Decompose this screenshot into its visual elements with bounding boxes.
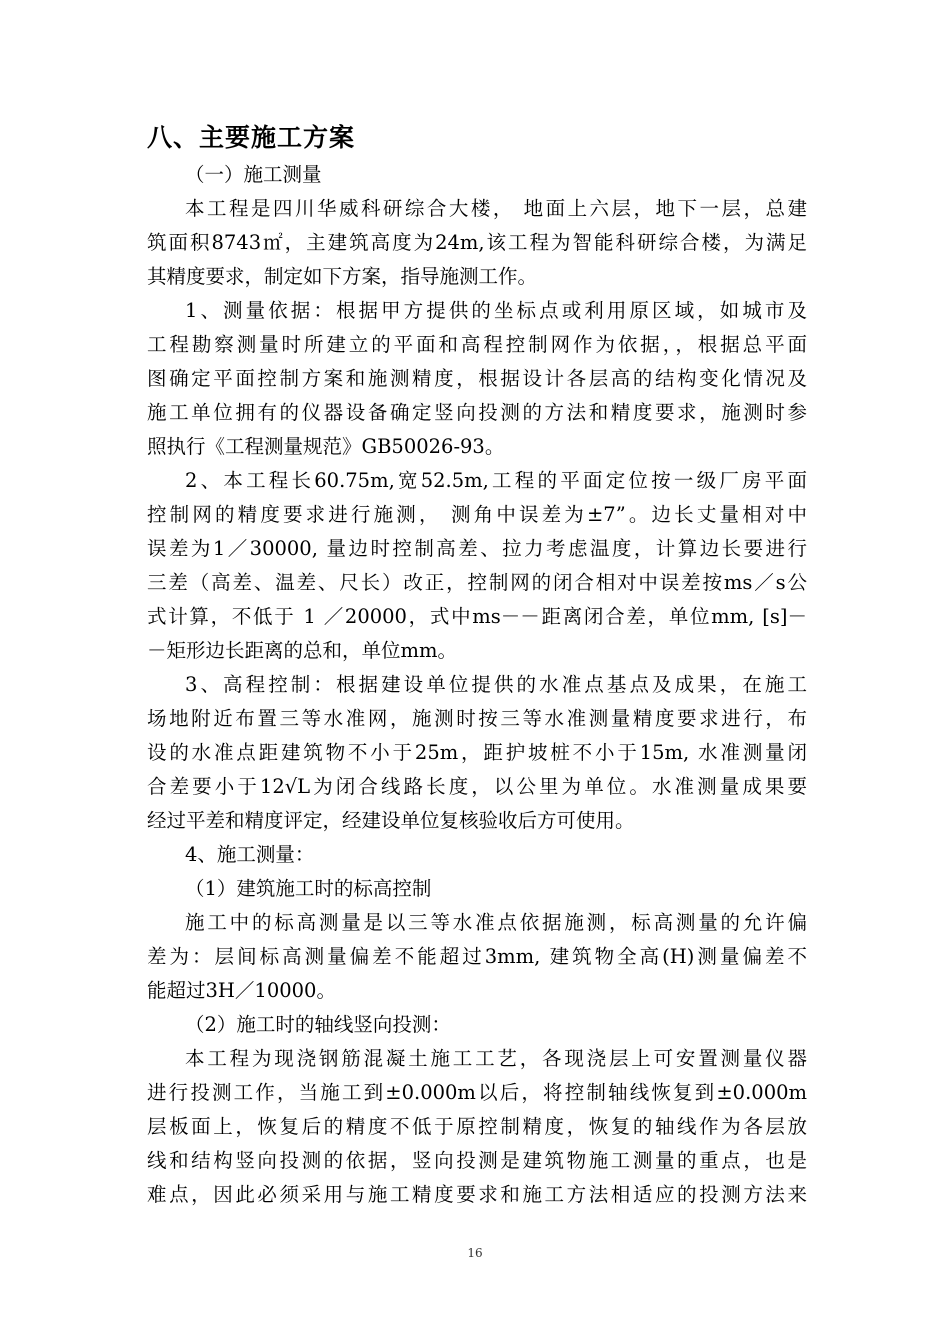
text-line: 进行投测工作，当施工到±0.000m以后，将控制轴线恢复到±0.000m [147,1081,807,1104]
text-line: 误差为1／30000, 量边时控制高差、拉力考虑温度，计算边长要进行 [147,537,807,560]
text-line: 施工单位拥有的仪器设备确定竖向投测的方法和精度要求，施测时参 [147,401,807,424]
text-line: 三差（高差、温差、尺长）改正，控制网的闭合相对中误差按ms／s公 [147,571,807,594]
text-line: （1）建筑施工时的标高控制 [185,877,432,900]
text-line: 施工中的标高测量是以三等水准点依据施测，标高测量的允许偏 [185,911,807,934]
text-line: 经过平差和精度评定，经建设单位复核验收后方可使用。 [147,809,635,832]
text-line: －矩形边长距离的总和，单位mm。 [147,639,457,662]
text-line: （一）施工测量 [185,163,322,186]
text-line: 其精度要求，制定如下方案，指导施测工作。 [147,265,538,288]
text-line: 4、施工测量： [185,843,315,866]
text-line: 图确定平面控制方案和施测精度，根据设计各层高的结构变化情况及 [147,367,807,390]
section-heading: 八、主要施工方案 [147,123,356,152]
text-line: 场地附近布置三等水准网，施测时按三等水准测量精度要求进行，布 [147,707,807,730]
text-line: 1、测量依据：根据甲方提供的坐标点或利用原区域，如城市及 [185,299,807,322]
text-line: 筑面积8743㎡，主建筑高度为24m,该工程为智能科研综合楼，为满足 [147,231,807,254]
text-line: （2）施工时的轴线竖向投测： [185,1013,451,1036]
text-line: 合差要小于12√L为闭合线路长度，以公里为单位。水准测量成果要 [147,775,807,798]
text-line: 能超过3H／10000。 [147,979,336,1002]
text-line: 2、本工程长60.75m,宽52.5m,工程的平面定位按一级厂房平面 [185,469,807,492]
text-line: 差为：层间标高测量偏差不能超过3mm, 建筑物全高(H)测量偏差不 [147,945,807,968]
text-line: 式计算，不低于 1 ／20000，式中ms－－距离闭合差，单位mm, [s]－ [147,605,807,628]
text-line: 控制网的精度要求进行施测， 测角中误差为±7”。边长丈量相对中 [147,503,807,526]
text-line: 照执行《工程测量规范》GB50026-93。 [147,435,505,458]
text-line: 线和结构竖向投测的依据，竖向投测是建筑物施工测量的重点，也是 [147,1149,807,1172]
text-line: 本工程是四川华威科研综合大楼， 地面上六层，地下一层，总建 [185,197,807,220]
text-line: 3、高程控制：根据建设单位提供的水准点基点及成果，在施工 [185,673,807,696]
text-line: 难点，因此必须采用与施工精度要求和施工方法相适应的投测方法来 [147,1183,807,1206]
text-line: 层板面上，恢复后的精度不低于原控制精度，恢复的轴线作为各层放 [147,1115,807,1138]
page-number: 16 [467,1246,483,1260]
text-line: 设的水准点距建筑物不小于25m，距护坡桩不小于15m, 水准测量闭 [147,741,807,764]
text-line: 本工程为现浇钢筋混凝土施工工艺，各现浇层上可安置测量仪器 [185,1047,807,1070]
text-line: 工程勘察测量时所建立的平面和高程控制网作为依据，，根据总平面 [147,333,807,356]
